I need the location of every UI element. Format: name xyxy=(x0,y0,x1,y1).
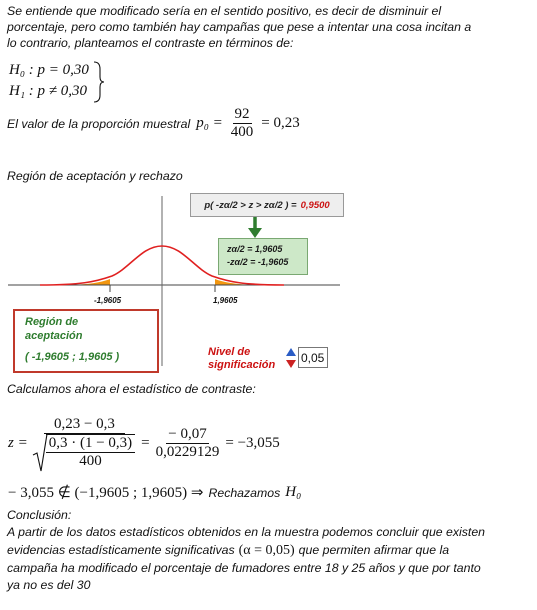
z-lhs: z = xyxy=(8,434,28,451)
intro-line-2: porcentaje, pero como también hay campañas que pese a intentar una cosa incitan a xyxy=(7,20,472,34)
conclusion-line-2a: evidencias estadísticamente significativas xyxy=(7,543,235,557)
alt-hypothesis: H₁ : p ≠ 0,30 xyxy=(9,83,88,99)
statistic-title: Calculamos ahora el estadístico de contraste: xyxy=(7,382,256,396)
sqrt-den: 400 xyxy=(79,453,102,469)
acceptance-interval: ( -1,9605 ; 1,9605 ) xyxy=(25,351,120,363)
intro-line-1: Se entiende que modificado sería en el sentido positivo, es decir de disminuir el xyxy=(7,4,442,18)
significance-label-2: significación xyxy=(208,359,276,371)
conclusion-line-4: ya no es del 30 xyxy=(7,578,91,592)
acceptance-region-box xyxy=(13,309,159,373)
acceptance-label-2: aceptación xyxy=(25,330,83,342)
z-negative: -zα/2 = -1,9605 xyxy=(227,257,289,267)
probability-label: p( -zα/2 > z > zα/2 ) = xyxy=(204,199,297,211)
decision-reject: Rechazamos xyxy=(208,485,281,500)
statistic-result: = −3,055 xyxy=(225,434,280,451)
region-title: Región de aceptación y rechazo xyxy=(7,169,183,183)
probability-box xyxy=(190,193,344,217)
conclusion-line-3: campaña ha modificado el porcentaje de fumadores entre 18 y 25 años y que por tanto xyxy=(7,561,481,575)
proportion-line xyxy=(7,106,300,141)
spinner-down-icon[interactable] xyxy=(285,358,297,370)
significance-label xyxy=(208,346,275,372)
proportion-result: = 0,23 xyxy=(261,115,300,131)
statistic-den2: 0,0229129 xyxy=(155,443,220,460)
decision-line xyxy=(8,483,301,502)
intro-text xyxy=(7,3,532,51)
proportion-fraction xyxy=(229,106,256,141)
conclusion xyxy=(7,507,535,594)
conclusion-line-2b: que permiten afirmar que la xyxy=(298,543,450,557)
spinner-up-icon[interactable] xyxy=(285,346,297,358)
critical-values-box xyxy=(218,238,308,275)
statistic-den xyxy=(32,434,137,470)
proportion-lhs: p₀ = xyxy=(196,115,223,131)
significance-label-1: Nivel de xyxy=(208,346,251,358)
conclusion-title: Conclusión: xyxy=(7,508,72,522)
hypotheses-brace xyxy=(92,60,106,104)
hypotheses xyxy=(9,60,89,102)
statistic-num2: − 0,07 xyxy=(168,425,207,442)
statistic-num: 0,23 − 0,3 xyxy=(44,416,125,434)
sqrt-num: 0,3 · (1 − 0,3) xyxy=(46,434,135,453)
eq-1: = xyxy=(141,434,150,451)
statistic-fraction-1 xyxy=(32,416,137,470)
significance-input[interactable]: 0,05 xyxy=(298,347,328,368)
significance-spinner[interactable] xyxy=(285,346,297,370)
proportion-num: 92 xyxy=(234,106,250,122)
proportion-den: 400 xyxy=(230,124,254,140)
decision-h0: H₀ xyxy=(285,484,302,500)
green-arrow-head xyxy=(248,228,262,238)
intro-line-3: lo contrario, planteamos el contraste en términos de: xyxy=(7,36,294,50)
conclusion-line-2 xyxy=(7,541,535,560)
proportion-text: El valor de la proporción muestral xyxy=(7,116,191,131)
decision-text: − 3,055 ∉ (−1,9605 ; 1,9605) ⇒ xyxy=(8,485,204,501)
z-positive: zα/2 = 1,9605 xyxy=(227,244,283,254)
tick-right-label: 1,9605 xyxy=(213,296,238,305)
statistic-fraction-2 xyxy=(154,426,222,461)
statistic-formula xyxy=(8,416,280,470)
null-hypothesis: H₀ : p = 0,30 xyxy=(9,62,89,78)
conclusion-alpha: (α = 0,05) xyxy=(238,543,295,558)
probability-value: 0,9500 xyxy=(300,199,330,211)
acceptance-label-1: Región de xyxy=(25,316,79,328)
conclusion-line-1: A partir de los datos estadísticos obtenidos en la muestra podemos concluir que existen xyxy=(7,525,486,539)
tick-left-label: -1,9605 xyxy=(94,296,122,305)
sqrt-icon xyxy=(32,433,48,473)
